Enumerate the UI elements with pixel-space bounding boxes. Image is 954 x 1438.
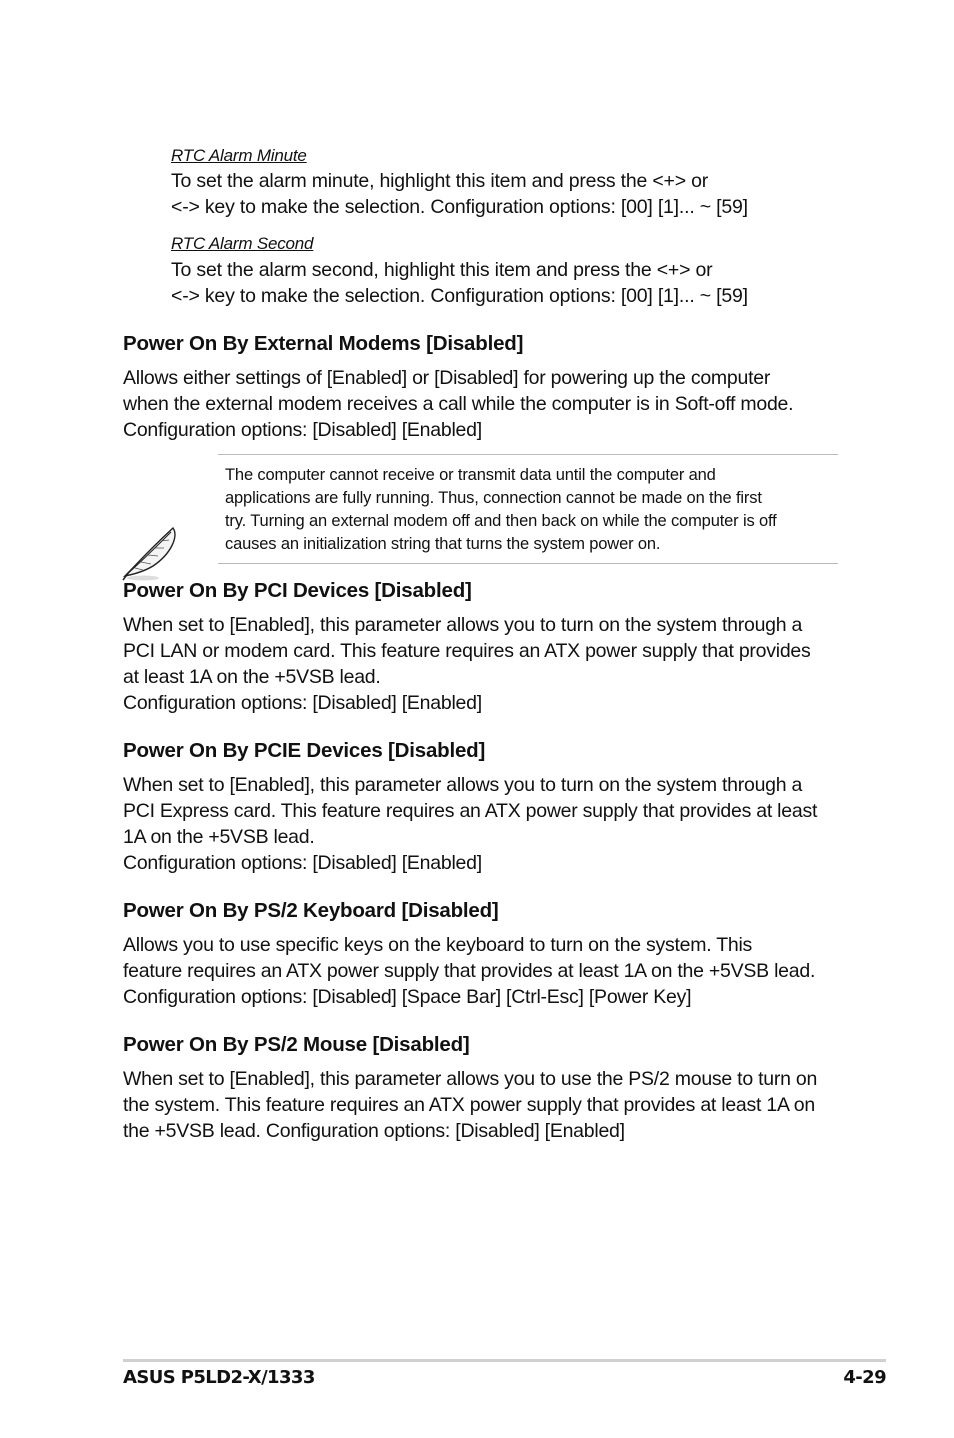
text-line: PCI Express card. This feature requires an ATX power supply that provides at least	[123, 800, 818, 822]
footer-divider	[123, 1359, 886, 1362]
rtc-alarm-second-description	[171, 257, 851, 309]
text-line: causes an initialization string that turns the system power on.	[225, 535, 661, 553]
text-line: When set to [Enabled], this parameter allows you to turn on the system through a	[123, 614, 803, 636]
text-line: applications are fully running. Thus, connection cannot be made on the first	[225, 489, 762, 507]
section-heading-external-modems: Power On By External Modems [Disabled]	[123, 332, 524, 355]
text-line: the +5VSB lead. Configuration options: [Disabled] [Enabled]	[123, 1120, 625, 1142]
section-heading-ps2-mouse: Power On By PS/2 Mouse [Disabled]	[123, 1033, 470, 1056]
text-line: PCI LAN or modem card. This feature requires an ATX power supply that provides	[123, 640, 811, 662]
text-line: the system. This feature requires an ATX power supply that provides at least 1A on	[123, 1094, 815, 1116]
footer-product-name: ASUS P5LD2-X/1333	[123, 1367, 315, 1388]
section-heading-pcie-devices: Power On By PCIE Devices [Disabled]	[123, 739, 486, 762]
text-line: To set the alarm second, highlight this item and press the <+> or	[171, 259, 713, 281]
note-bottom-divider	[218, 563, 838, 564]
section-body-external-modems	[123, 365, 843, 443]
section-body-pcie-devices	[123, 772, 843, 876]
section-body-pci-devices	[123, 612, 843, 716]
text-line: at least 1A on the +5VSB lead.	[123, 666, 381, 688]
text-line: Configuration options: [Disabled] [Enabled]	[123, 419, 482, 441]
footer-page-number: 4-29	[843, 1367, 886, 1388]
text-line: when the external modem receives a call while the computer is in Soft-off mode.	[123, 393, 794, 415]
text-line: Configuration options: [Disabled] [Space Bar] [Ctrl-Esc] [Power Key]	[123, 986, 692, 1008]
note-top-divider	[218, 454, 838, 455]
text-line: Allows you to use specific keys on the keyboard to turn on the system. This	[123, 934, 753, 956]
feather-pen-icon	[121, 522, 183, 584]
section-heading-pci-devices: Power On By PCI Devices [Disabled]	[123, 579, 472, 602]
section-body-ps2-mouse	[123, 1066, 843, 1144]
text-line: When set to [Enabled], this parameter allows you to turn on the system through a	[123, 774, 803, 796]
text-line: 1A on the +5VSB lead.	[123, 826, 315, 848]
text-line: <-> key to make the selection. Configuration options: [00] [1]... ~ [59]	[171, 285, 748, 307]
text-line: Configuration options: [Disabled] [Enabled]	[123, 852, 482, 874]
text-line: To set the alarm minute, highlight this item and press the <+> or	[171, 170, 709, 192]
text-line: try. Turning an external modem off and then back on while the computer is off	[225, 512, 777, 530]
text-line: feature requires an ATX power supply that provides at least 1A on the +5VSB lead.	[123, 960, 816, 982]
text-line: When set to [Enabled], this parameter allows you to use the PS/2 mouse to turn on	[123, 1068, 818, 1090]
rtc-alarm-minute-description	[171, 168, 851, 220]
section-body-ps2-keyboard	[123, 932, 843, 1010]
text-line: Configuration options: [Disabled] [Enabled]	[123, 692, 482, 714]
note-text	[225, 464, 835, 556]
text-line: The computer cannot receive or transmit data until the computer and	[225, 466, 716, 484]
text-line: Allows either settings of [Enabled] or [Disabled] for powering up the computer	[123, 367, 771, 389]
rtc-alarm-second-title: RTC Alarm Second	[171, 234, 314, 253]
text-line: <-> key to make the selection. Configuration options: [00] [1]... ~ [59]	[171, 196, 748, 218]
rtc-alarm-minute-title: RTC Alarm Minute	[171, 146, 307, 165]
section-heading-ps2-keyboard: Power On By PS/2 Keyboard [Disabled]	[123, 899, 499, 922]
